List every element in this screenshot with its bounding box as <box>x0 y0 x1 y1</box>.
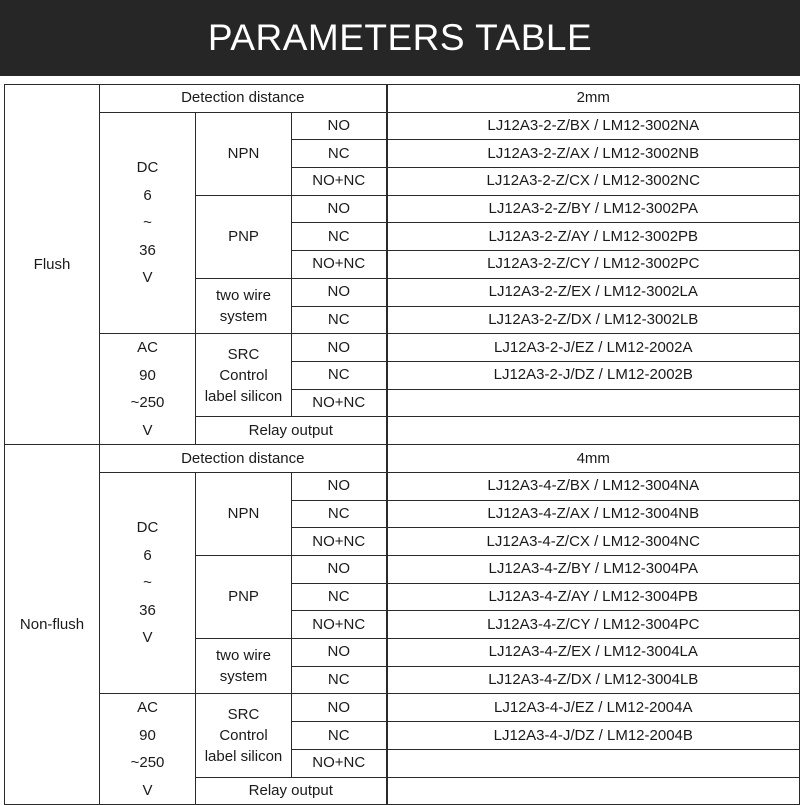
output-cell: NO <box>292 278 387 306</box>
model-cell: LJ12A3-2-J/DZ / LM12-2002B <box>387 361 800 389</box>
model-cell: LJ12A3-2-Z/DX / LM12-3002LB <box>387 306 800 334</box>
model-cell: LJ12A3-4-Z/CY / LM12-3004PC <box>387 611 800 639</box>
type-label-line: system <box>219 668 268 686</box>
voltage-line: V <box>142 269 153 287</box>
voltage-line: AC <box>137 699 158 717</box>
table-row <box>5 334 800 362</box>
type-label-line: label silicon <box>204 387 283 405</box>
output-cell: NC <box>292 223 387 251</box>
type-label-line: SRC <box>227 706 260 723</box>
output-cell: NC <box>292 140 387 168</box>
table-row <box>5 112 800 140</box>
type-label-line: SRC <box>227 345 260 363</box>
detection-distance-label: Detection distance <box>100 445 387 473</box>
title-banner <box>0 0 800 76</box>
output-type-scr <box>196 334 292 417</box>
voltage-line: AC <box>137 339 158 357</box>
voltage-line: ~ <box>143 574 152 592</box>
voltage-line: DC <box>136 159 159 177</box>
output-cell: NO+NC <box>292 251 387 279</box>
model-cell: LJ12A3-4-Z/BX / LM12-3004NA <box>387 472 800 500</box>
model-cell: LJ12A3-4-Z/AX / LM12-3004NB <box>387 500 800 528</box>
output-cell: NO+NC <box>292 611 387 639</box>
model-cell: LJ12A3-4-Z/EX / LM12-3004LA <box>387 639 800 667</box>
model-cell: LJ12A3-2-Z/CX / LM12-3002NC <box>387 168 800 196</box>
spacer <box>0 76 800 84</box>
output-cell: NO <box>292 472 387 500</box>
model-cell <box>387 749 800 777</box>
model-cell: LJ12A3-4-Z/CX / LM12-3004NC <box>387 528 800 556</box>
model-cell: LJ12A3-4-Z/AY / LM12-3004PB <box>387 583 800 611</box>
model-cell <box>387 777 800 805</box>
output-cell: NO <box>292 334 387 362</box>
type-label-line: two wire <box>215 287 271 304</box>
voltage-line: 36 <box>139 601 156 619</box>
mount-type-cell: Flush <box>5 85 100 445</box>
voltage-line: ~ <box>143 214 152 232</box>
type-label-line: two wire <box>215 647 271 665</box>
output-cell: NO+NC <box>292 389 387 417</box>
voltage-line: 6 <box>143 186 152 204</box>
table-row <box>5 694 800 722</box>
voltage-line: 6 <box>143 546 152 564</box>
detection-row <box>5 85 800 113</box>
voltage-line: 90 <box>139 366 156 384</box>
type-label-line: Control <box>219 727 268 744</box>
detection-distance-label: Detection distance <box>100 85 387 113</box>
type-label-line: Control <box>219 366 268 384</box>
ac-voltage-cell <box>100 694 196 805</box>
mount-type-cell: Non-flush <box>5 445 100 805</box>
model-cell <box>387 417 800 445</box>
parameters-table-body <box>5 85 800 805</box>
output-cell: NC <box>292 500 387 528</box>
page-title: PARAMETERS TABLE <box>207 17 593 58</box>
model-cell: LJ12A3-2-Z/AX / LM12-3002NB <box>387 140 800 168</box>
output-type-two-wire <box>196 278 292 333</box>
output-cell: NC <box>292 361 387 389</box>
output-type-two-wire <box>196 639 292 694</box>
parameters-table <box>4 84 800 805</box>
detection-distance-value: 2mm <box>387 85 800 113</box>
relay-output-label: Relay output <box>196 417 387 445</box>
model-cell: LJ12A3-4-J/EZ / LM12-2004A <box>387 694 800 722</box>
model-cell: LJ12A3-2-Z/AY / LM12-3002PB <box>387 223 800 251</box>
dc-voltage-cell <box>100 112 196 334</box>
output-cell: NC <box>292 722 387 750</box>
model-cell: LJ12A3-4-Z/DX / LM12-3004LB <box>387 666 800 694</box>
output-type-npn: NPN <box>196 112 292 195</box>
output-cell: NO+NC <box>292 749 387 777</box>
voltage-line: V <box>142 629 153 647</box>
model-cell: LJ12A3-4-J/DZ / LM12-2004B <box>387 722 800 750</box>
output-cell: NO+NC <box>292 528 387 556</box>
model-cell: LJ12A3-2-Z/CY / LM12-3002PC <box>387 251 800 279</box>
model-cell: LJ12A3-2-Z/BX / LM12-3002NA <box>387 112 800 140</box>
relay-output-label: Relay output <box>196 777 387 805</box>
voltage-line: V <box>142 421 153 439</box>
output-cell: NC <box>292 666 387 694</box>
model-cell <box>387 389 800 417</box>
output-cell: NO <box>292 639 387 667</box>
voltage-line: DC <box>136 519 159 537</box>
model-cell: LJ12A3-2-J/EZ / LM12-2002A <box>387 334 800 362</box>
voltage-line: ~250 <box>130 394 165 412</box>
model-cell: LJ12A3-2-Z/BY / LM12-3002PA <box>387 195 800 223</box>
output-type-pnp: PNP <box>196 555 292 638</box>
model-cell: LJ12A3-2-Z/EX / LM12-3002LA <box>387 278 800 306</box>
ac-voltage-cell <box>100 334 196 445</box>
table-row <box>5 472 800 500</box>
voltage-line: 36 <box>139 241 156 259</box>
output-cell: NC <box>292 583 387 611</box>
type-label-line: label silicon <box>204 748 283 765</box>
voltage-line: ~250 <box>130 754 165 772</box>
voltage-line: V <box>142 781 153 799</box>
detection-row <box>5 445 800 473</box>
model-cell: LJ12A3-4-Z/BY / LM12-3004PA <box>387 555 800 583</box>
output-type-npn: NPN <box>196 472 292 555</box>
dc-voltage-cell <box>100 472 196 694</box>
output-cell: NO <box>292 694 387 722</box>
type-label-line: system <box>219 308 268 325</box>
output-cell: NO <box>292 112 387 140</box>
output-cell: NO+NC <box>292 168 387 196</box>
output-cell: NC <box>292 306 387 334</box>
detection-distance-value: 4mm <box>387 445 800 473</box>
output-type-scr <box>196 694 292 777</box>
voltage-line: 90 <box>139 726 156 744</box>
output-cell: NO <box>292 555 387 583</box>
output-type-pnp: PNP <box>196 195 292 278</box>
output-cell: NO <box>292 195 387 223</box>
